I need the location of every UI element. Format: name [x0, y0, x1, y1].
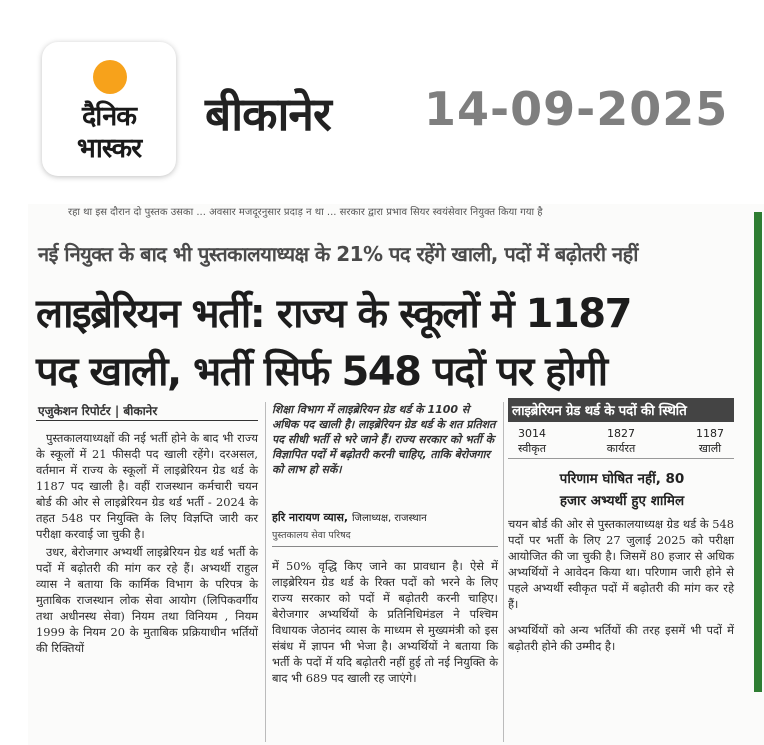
column-divider — [503, 402, 504, 742]
stat-vacant — [696, 426, 724, 456]
result-subheading — [514, 468, 730, 512]
pull-quote: शिक्षा विभाग में लाइब्रेरियन ग्रेड थर्ड के 1100 से अधिक पद खाली है। लाइब्रेरियन ग्रेड थर्ड के शत प्रतिशत पद सीधी भर्ती से भरे जाने हैं। राज्य सरकार को भर्ती के विज्ञापित पदों में बढ़ोतरी करनी चाहिए, ताकि बेरोजगार को लाभ हो सकें। — [272, 403, 496, 476]
dainik-bhaskar-logo — [42, 42, 176, 176]
city-title: बीकानेर — [205, 87, 331, 141]
stat-working — [607, 426, 635, 456]
stat-label: कार्यरत — [606, 442, 636, 455]
column-2 — [272, 558, 498, 688]
quote-author — [272, 510, 427, 525]
result-subheading-line2: हजार अभ्यर्थी हुए शामिल — [559, 493, 685, 509]
column-divider — [265, 402, 266, 742]
col1-paragraph-1: पुस्तकालयाध्यक्षों की नई भर्ती होने के बाद भी राज्य के स्कूलों में 21 फीसदी पद खाली रहेंगे। दरअसल, वर्तमान में राज्य के स्कूलों में लाइब्रेरियन ग्रेड थर्ड के 1187 पद खाली है। वहीं राजस्थान कर्मचारी चयन बोर्ड की ओर से लाइब्रेरियन ग्रेड थर्ड भर्ती - 2024 के तहत 548 पर नियुक्ति के लिए विज्ञप्ति जारी कर परीक्षा करवाई जा चुकी है। — [36, 431, 258, 541]
stat-value: 3014 — [518, 427, 546, 440]
subheadline: नई नियुक्त के बाद भी पुस्तकालयाध्यक्ष के 21% पद रहेंगे खाली, पदों में बढ़ोतरी नहीं — [38, 242, 638, 266]
edition-date: 14-09-2025 — [424, 82, 729, 136]
status-grid — [508, 422, 734, 459]
result-subheading-line1: परिणाम घोषित नहीं, 80 — [559, 471, 685, 487]
newspaper-clipping — [28, 204, 764, 745]
logo-text-line1: दैनिक — [81, 101, 137, 132]
stat-sanctioned — [518, 426, 546, 456]
col1-paragraph-2: उधर, बेरोजगार अभ्यर्थी लाइब्रेरियन ग्रेड थर्ड भर्ती के पदों में बढ़ोतरी की मांग कर रहे हैं। अभ्यर्थी राहुल व्यास ने बताया कि कार्मिक विभाग के परिपत्र के मुताबिक राजस्थान लोक सेवा आयोग (लिपिकवर्गीय तथा अधीनस्थ सेवा) नियम तथा विनियम , नियम 1999 के नियम 20 के मुताबिक प्रक्रियाधीन भर्तियों की रिक्तियों — [36, 545, 258, 655]
sun-icon — [93, 60, 127, 94]
column-1 — [36, 430, 258, 658]
cut-off-text: रहा था इस दौरान दो पुस्तक उसका ... अवसार मजदूरनुसार प्रदाड़ न था ... सरकार द्वारा प्रभाव सियर स्वयंसेवार नियुक्त किया गया है — [68, 207, 543, 218]
byline-rule — [36, 420, 258, 421]
stat-label: खाली — [698, 442, 722, 455]
logo-text-line2: भास्कर — [76, 133, 142, 164]
quote-author-name: हरि नारायण व्यास, — [272, 511, 349, 524]
quote-author-place: जिलाध्यक्ष, राजस्थान — [351, 513, 427, 524]
col3-paragraph-1: चयन बोर्ड की ओर से पुस्तकालयाध्यक्ष ग्रेड थर्ड के 548 पदों पर भर्ती के लिए 27 जुलाई 2025 को परीक्षा आयोजित की जा चुकी है। जिसमें 80 हजार से अधिक अभ्यर्थियों ने आवेदन किया था। परिणाम जारी होने से पहले अभ्यर्थी स्वीकृत पदों में बढ़ोतरी की मांग कर रहे हैं। — [508, 517, 734, 611]
stat-label: स्वीकृत — [518, 442, 546, 455]
post-status-box — [508, 398, 734, 459]
status-box-title: लाइब्रेरियन ग्रेड थर्ड के पदों की स्थिति — [508, 398, 734, 422]
stat-value: 1827 — [606, 427, 635, 440]
headline-line-2: पद खाली, भर्ती सिर्फ 548 पदों पर होगी — [36, 349, 607, 395]
headline-line-1: लाइब्रेरियन भर्ती: राज्य के स्कूलों में 1187 — [36, 291, 631, 337]
column-3 — [508, 516, 734, 664]
col3-paragraph-2: अभ्यर्थियों को अन्य भर्तियों की तरह इसमें भी पदों में बढ़ोतरी होने की उम्मीद है। — [508, 623, 734, 653]
byline: एजुकेशन रिपोर्टर | बीकानेर — [38, 404, 158, 418]
green-edge-bar — [754, 212, 762, 692]
stat-value: 1187 — [695, 427, 724, 440]
quote-author-role: पुस्तकालय सेवा परिषद — [272, 530, 351, 541]
quote-rule — [272, 546, 498, 547]
col2-paragraph-1: में 50% वृद्धि किए जाने का प्रावधान है। ऐसे में लाइब्रेरियन ग्रेड थर्ड के रिक्त पदों को भरने के लिए राज्य सरकार को पदों में बढ़ोतरी करनी चाहिए। बेरोजगार अभ्यर्थियों के प्रतिनिधिमंडल ने पश्चिम विधायक जेठानंद व्यास के माध्यम से मुख्यमंत्री को इस संबंध में ज्ञापन भी भेजा है। अभ्यर्थियों ने बताया कि भर्ती के पदों में यदि बढ़ोतरी नहीं हुई तो नई नियुक्ति के बाद भी 689 पद खाली रह जाएंगे। — [272, 559, 498, 685]
